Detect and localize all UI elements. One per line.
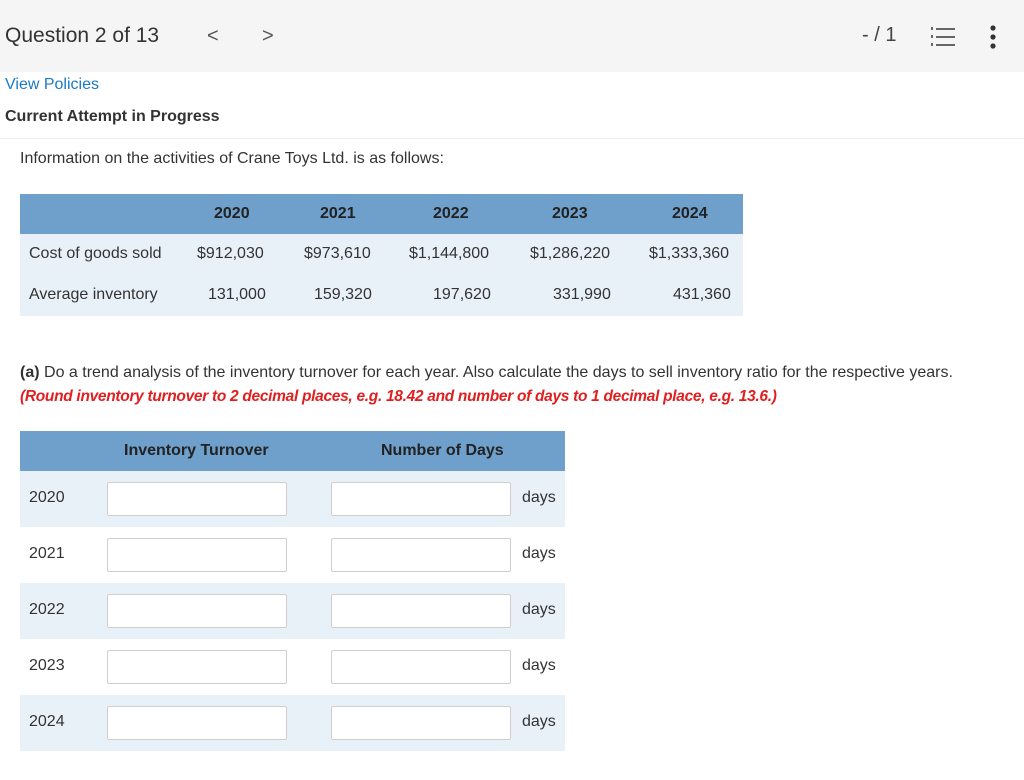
col-header-turnover: Inventory Turnover — [124, 442, 269, 459]
table-cell: 197,620 — [433, 286, 491, 303]
info-table — [20, 194, 743, 316]
days-unit: days — [522, 489, 556, 506]
days-input[interactable] — [331, 706, 511, 740]
view-policies-link[interactable]: View Policies — [5, 76, 99, 93]
row-year: 2021 — [29, 545, 65, 562]
part-a-text: Do a trend analysis of the inventory turnover for each year. Also calculate the days to sell inventory ratio for the respective years. — [44, 364, 953, 381]
divider — [0, 138, 1024, 139]
table-row — [20, 234, 743, 275]
part-label: (a) — [20, 364, 40, 381]
days-input[interactable] — [331, 482, 511, 516]
year-header: 2021 — [320, 205, 356, 222]
answer-table — [20, 431, 565, 751]
turnover-input[interactable] — [107, 594, 287, 628]
row-year: 2020 — [29, 489, 65, 506]
rounding-instructions: (Round inventory turnover to 2 decimal places, e.g. 18.42 and number of days to 1 decimal place, e.g. 13.6.) — [20, 388, 777, 405]
year-header: 2020 — [214, 205, 250, 222]
table-cell: $973,610 — [304, 245, 371, 262]
question-intro: Information on the activities of Crane Toys Ltd. is as follows: — [20, 150, 444, 167]
table-cell: $1,333,360 — [649, 245, 730, 262]
previous-question-button[interactable]: < — [207, 25, 219, 47]
table-cell: $1,286,220 — [530, 245, 611, 262]
answer-row — [20, 695, 565, 751]
turnover-input[interactable] — [107, 538, 287, 572]
days-input[interactable] — [331, 538, 511, 572]
answer-row — [20, 471, 565, 527]
turnover-input[interactable] — [107, 706, 287, 740]
table-cell: 131,000 — [208, 286, 266, 303]
table-cell: 159,320 — [314, 286, 372, 303]
turnover-input[interactable] — [107, 482, 287, 516]
days-unit: days — [522, 601, 556, 618]
row-year: 2023 — [29, 657, 65, 674]
days-unit: days — [522, 545, 556, 562]
table-cell: $912,030 — [197, 245, 264, 262]
more-options-icon[interactable] — [988, 25, 998, 49]
row-label: Cost of goods sold — [29, 245, 162, 262]
next-question-button[interactable]: > — [262, 25, 274, 47]
row-label: Average inventory — [29, 286, 158, 303]
list-icon[interactable] — [931, 26, 955, 48]
days-unit: days — [522, 713, 556, 730]
days-unit: days — [522, 657, 556, 674]
answer-row — [20, 527, 565, 583]
turnover-input[interactable] — [107, 650, 287, 684]
answer-row — [20, 583, 565, 639]
table-cell: 331,990 — [553, 286, 611, 303]
score-display: - / 1 — [862, 24, 897, 46]
col-header-days: Number of Days — [381, 442, 504, 459]
top-bar — [0, 0, 1024, 72]
part-a-prompt — [20, 364, 1010, 382]
table-cell: 431,360 — [673, 286, 731, 303]
year-header: 2024 — [672, 205, 708, 222]
row-year: 2022 — [29, 601, 65, 618]
question-title: Question 2 of 13 — [5, 24, 160, 47]
attempt-status: Current Attempt in Progress — [5, 108, 220, 125]
info-table-header — [20, 194, 743, 234]
row-year: 2024 — [29, 713, 65, 730]
year-header: 2022 — [433, 205, 469, 222]
table-row — [20, 275, 743, 316]
table-cell: $1,144,800 — [409, 245, 490, 262]
days-input[interactable] — [331, 650, 511, 684]
answer-table-header — [20, 431, 565, 471]
year-header: 2023 — [552, 205, 588, 222]
days-input[interactable] — [331, 594, 511, 628]
answer-row — [20, 639, 565, 695]
